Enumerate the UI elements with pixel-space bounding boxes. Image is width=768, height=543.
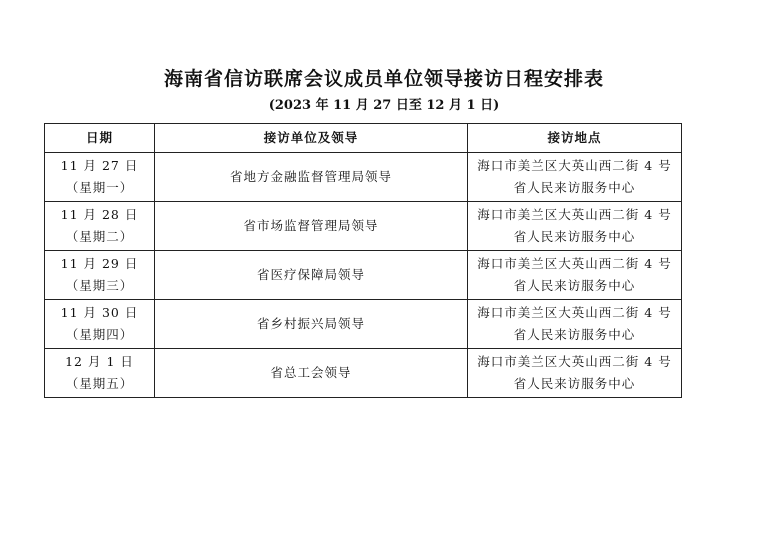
place-cell (468, 251, 682, 300)
place-name: 省人民来访服务中心 (513, 278, 636, 293)
place-address: 海口市美兰区大英山西二街 4 号 (477, 354, 672, 369)
place-address: 海口市美兰区大英山西二街 4 号 (477, 305, 672, 320)
unit-cell: 省乡村振兴局领导 (155, 300, 468, 349)
header-place: 接访地点 (468, 124, 682, 153)
place-address: 海口市美兰区大英山西二街 4 号 (477, 158, 672, 173)
table-row (45, 300, 682, 349)
document-title: 海南省信访联席会议成员单位领导接访日程安排表 (163, 68, 604, 90)
unit-cell: 省地方金融监督管理局领导 (155, 153, 468, 202)
header-date: 日期 (45, 124, 155, 153)
date-text: 12 月 1 日 (65, 354, 134, 369)
weekday-text: （星期三） (65, 278, 134, 293)
date-text: 11 月 29 日 (60, 256, 139, 271)
place-name: 省人民来访服务中心 (513, 327, 636, 342)
weekday-text: （星期五） (65, 376, 134, 391)
place-name: 省人民来访服务中心 (513, 376, 636, 391)
date-text: 11 月 27 日 (60, 158, 139, 173)
unit-cell: 省医疗保障局领导 (155, 251, 468, 300)
place-name: 省人民来访服务中心 (513, 180, 636, 195)
weekday-text: （星期二） (65, 229, 134, 244)
date-cell (45, 153, 155, 202)
table-row (45, 153, 682, 202)
date-text: 11 月 28 日 (60, 207, 139, 222)
date-cell (45, 300, 155, 349)
place-name: 省人民来访服务中心 (513, 229, 636, 244)
weekday-text: （星期一） (65, 180, 134, 195)
unit-cell: 省市场监督管理局领导 (155, 202, 468, 251)
schedule-table (44, 123, 682, 398)
place-address: 海口市美兰区大英山西二街 4 号 (477, 256, 672, 271)
place-cell (468, 202, 682, 251)
table-row (45, 349, 682, 398)
table-row (45, 251, 682, 300)
date-cell (45, 251, 155, 300)
header-unit: 接访单位及领导 (155, 124, 468, 153)
place-address: 海口市美兰区大英山西二街 4 号 (477, 207, 672, 222)
place-cell (468, 349, 682, 398)
unit-cell: 省总工会领导 (155, 349, 468, 398)
table-row (45, 202, 682, 251)
date-cell (45, 202, 155, 251)
table-header-row (45, 124, 682, 153)
date-text: 11 月 30 日 (60, 305, 139, 320)
weekday-text: （星期四） (65, 327, 134, 342)
document-subtitle: (2023 年 11 月 27 日至 12 月 1 日) (268, 98, 500, 113)
date-cell (45, 349, 155, 398)
place-cell (468, 153, 682, 202)
place-cell (468, 300, 682, 349)
